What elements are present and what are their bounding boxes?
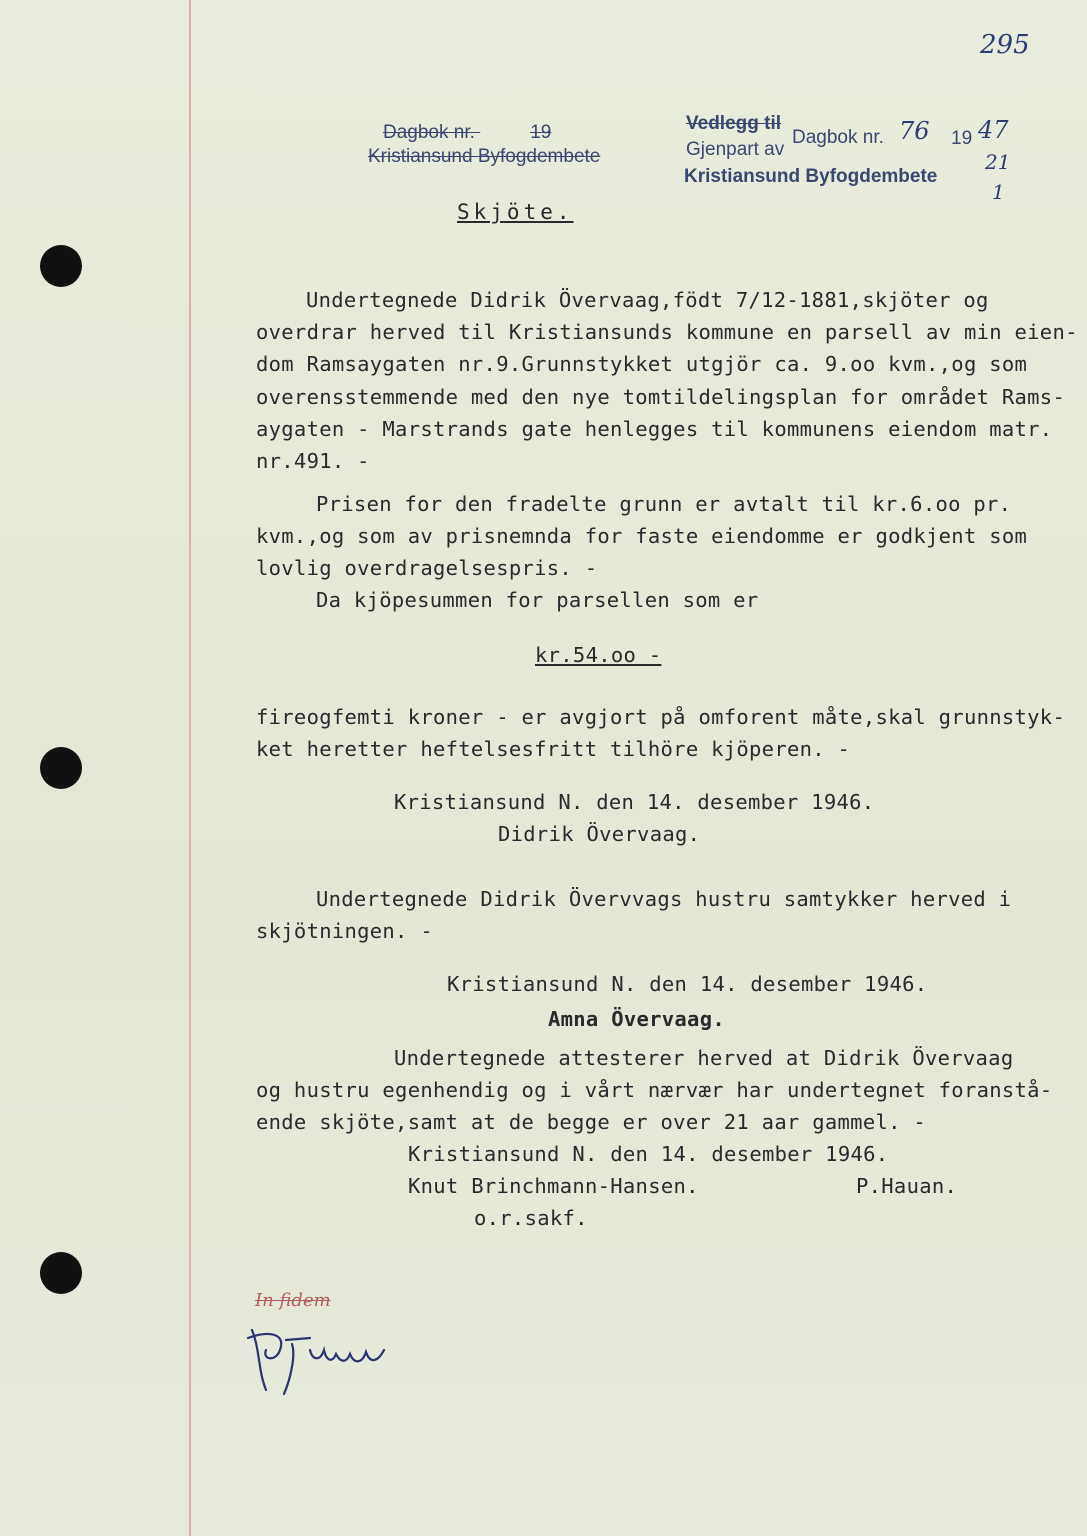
body-line: og hustru egenhendig og i vårt nærvær har undertegnet foranstå- xyxy=(256,1078,1053,1102)
document-title: Skjöte. xyxy=(457,200,574,224)
signature-name: Didrik Övervaag. xyxy=(498,822,701,846)
body-line: Undertegnede Didrik Övervaag,födt 7/12-1881,skjöter og xyxy=(306,288,989,312)
body-line: kvm.,og som av prisnemnda for faste eiendomme er godkjent som xyxy=(256,524,1028,548)
body-line: Undertegnede attesterer herved at Didrik Övervaag xyxy=(394,1046,1014,1070)
stamp-gjenpart: Gjenpart av xyxy=(686,139,785,160)
body-line: ket heretter heftelsesfritt tilhöre kjöperen. - xyxy=(256,737,851,761)
punch-hole-bottom xyxy=(40,1252,82,1294)
stamp-year-prefix: 19 xyxy=(951,128,973,149)
body-line: lovlig overdragelsespris. - xyxy=(256,556,598,580)
punch-hole-middle xyxy=(40,747,82,789)
body-line: fireogfemti kroner - er avgjort på omforent måte,skal grunnstyk- xyxy=(256,705,1066,729)
page-number: 295 xyxy=(980,30,1030,60)
place-date: Kristiansund N. den 14. desember 1946. xyxy=(394,790,875,814)
body-line: Da kjöpesummen for parsellen som er xyxy=(316,588,759,612)
body-line: aygaten - Marstrands gate henlegges til kommunens eiendom matr. xyxy=(256,417,1053,441)
stamp-date-day: 21 xyxy=(985,150,1011,174)
stamp-left-dagbok: Dagbok nr. 19 xyxy=(383,122,552,143)
body-line: overensstemmende med den nye tomtildelingsplan for området Rams- xyxy=(256,385,1066,409)
witness-name: P.Hauan. xyxy=(856,1174,958,1198)
signature-name: Amna Övervaag. xyxy=(548,1007,725,1031)
body-line: dom Ramsaygaten nr.9.Grunnstykket utgjör ca. 9.oo kvm.,og som xyxy=(256,352,1028,376)
body-line: Prisen for den fradelte grunn er avtalt til kr.6.oo pr. xyxy=(316,492,1012,516)
stamp-office: Kristiansund Byfogdembete xyxy=(684,166,938,187)
witness-name: Knut Brinchmann-Hansen. xyxy=(408,1174,699,1198)
handwritten-signature xyxy=(240,1310,410,1400)
stamp-year-suffix: 47 xyxy=(978,116,1009,144)
stamp-date-month: 1 xyxy=(992,180,1005,204)
margin-rule xyxy=(189,0,191,1536)
stamp-vedlegg: Vedlegg til xyxy=(686,113,782,134)
in-fidem-note: In fidem xyxy=(255,1290,331,1311)
body-line: skjötningen. - xyxy=(256,919,433,943)
punch-hole-top xyxy=(40,245,82,287)
body-line: overdrar herved til Kristiansunds kommune en parsell av min eien- xyxy=(256,320,1078,344)
stamp-dagbok-number: 76 xyxy=(899,117,930,145)
stamp-left-office: Kristiansund Byfogdembete xyxy=(368,146,601,167)
body-line: Undertegnede Didrik Övervvags hustru samtykker herved i xyxy=(316,887,1012,911)
body-line: nr.491. - xyxy=(256,449,370,473)
amount: kr.54.oo - xyxy=(535,643,662,667)
body-line: ende skjöte,samt at de begge er over 21 aar gammel. - xyxy=(256,1110,927,1134)
stamp-dagbok-label: Dagbok nr. xyxy=(792,127,884,148)
witness-title: o.r.sakf. xyxy=(474,1206,588,1230)
place-date: Kristiansund N. den 14. desember 1946. xyxy=(447,972,928,996)
place-date: Kristiansund N. den 14. desember 1946. xyxy=(408,1142,889,1166)
